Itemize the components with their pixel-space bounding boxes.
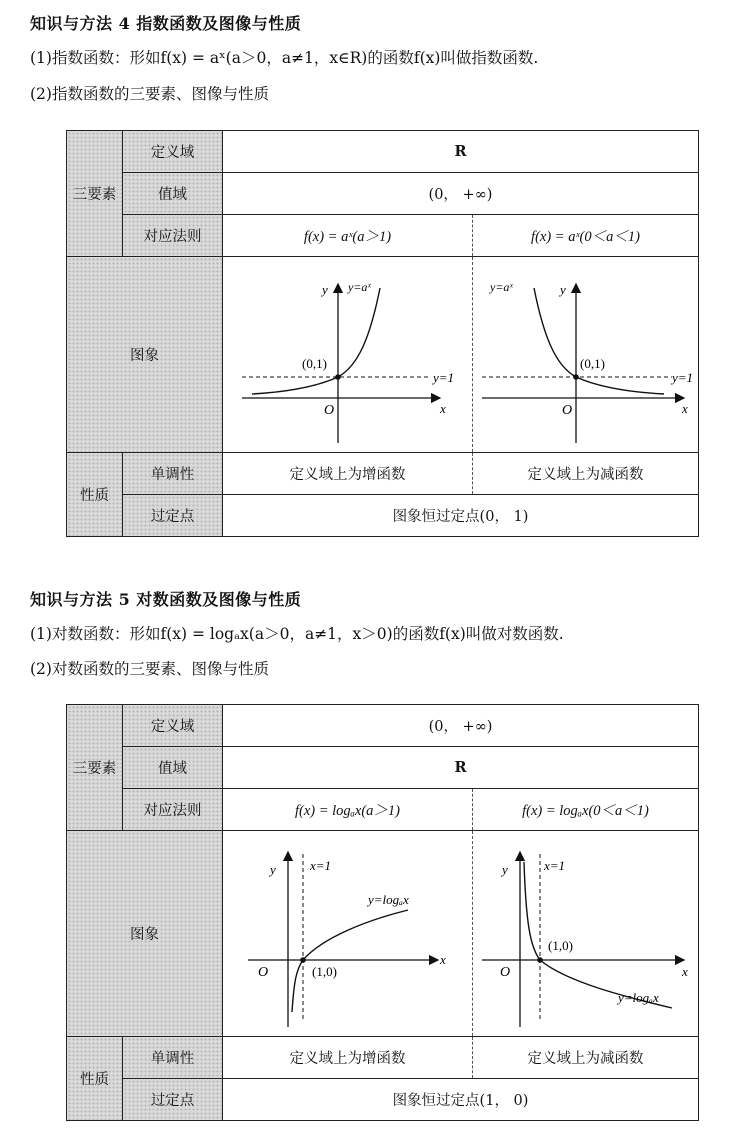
monotonic-b: 定义域上为减函数	[473, 1037, 699, 1079]
graph-log-increasing	[223, 831, 473, 1037]
monotonic-b: 定义域上为减函数	[473, 453, 699, 495]
domain-label: 定义域	[123, 131, 223, 173]
fixed-point	[335, 374, 341, 380]
fixed-point	[300, 957, 306, 963]
graph-exp-decreasing	[473, 257, 699, 453]
logarithm-table	[66, 704, 699, 1121]
fixed-point-value: 图象恒过定点(1， 0)	[223, 1079, 699, 1121]
log-curve	[292, 910, 408, 1012]
y-label: y	[269, 861, 276, 877]
line-label: y=1	[671, 369, 693, 385]
domain-value: R	[223, 131, 699, 173]
exp-decreasing-plot	[476, 258, 696, 448]
fixed-point-value: 图象恒过定点(0， 1)	[223, 495, 699, 537]
range-value: (0， +∞)	[223, 173, 699, 215]
section5-subtitle: (2)对数函数的三要素、图像与性质	[30, 660, 269, 678]
rule-b: f(x) = logₐx(0＜a＜1)	[473, 789, 699, 831]
monotonic-a: 定义域上为增函数	[223, 1037, 473, 1079]
log-curve	[524, 862, 672, 1008]
log-increasing-plot	[228, 832, 468, 1032]
section5-definition: (1)对数函数：形如f(x) = logₐx(a＞0，a≠1，x＞0)的函数f(x)叫做对数函数.	[30, 625, 564, 643]
curve-label: y=logₐx	[367, 891, 409, 907]
group-properties: 性质	[67, 1037, 123, 1121]
curve-label: y=aˣ	[347, 279, 371, 294]
y-label: y	[501, 861, 508, 877]
section4-definition: (1)指数函数：形如f(x) = aˣ(a＞0，a≠1，x∈R)的函数f(x)叫做指数函数.	[30, 49, 539, 67]
section5-title: 知识与方法 5 对数函数及图像与性质	[30, 590, 302, 609]
section4-subtitle: (2)指数函数的三要素、图像与性质	[30, 85, 269, 103]
graph-label: 图象	[67, 257, 223, 453]
range-label: 值域	[123, 173, 223, 215]
rule-label: 对应法则	[123, 789, 223, 831]
domain-value: (0， +∞)	[223, 705, 699, 747]
point-label: (1,0)	[547, 937, 573, 953]
origin-label: O	[499, 964, 510, 980]
line-label: x=1	[543, 857, 565, 873]
section4-title: 知识与方法 4 指数函数及图像与性质	[30, 14, 302, 33]
monotonic-label: 单调性	[123, 453, 223, 495]
point-label: (0,1)	[579, 355, 605, 371]
point-label: (0,1)	[301, 355, 327, 371]
exponential-table	[66, 130, 699, 537]
rule-a: f(x) = logₐx(a＞1)	[223, 789, 473, 831]
exp-increasing-plot	[228, 258, 468, 448]
range-label: 值域	[123, 747, 223, 789]
fixed-point-label: 过定点	[123, 495, 223, 537]
line-label: x=1	[309, 857, 331, 873]
graph-label: 图象	[67, 831, 223, 1037]
fixed-point	[537, 957, 543, 963]
monotonic-a: 定义域上为增函数	[223, 453, 473, 495]
origin-label: O	[257, 964, 268, 980]
y-label: y	[559, 281, 566, 297]
graph-log-decreasing	[473, 831, 699, 1037]
log-decreasing-plot	[476, 832, 696, 1032]
group-three-elements: 三要素	[67, 705, 123, 831]
rule-a: f(x) = aˣ(a＞1)	[223, 215, 473, 257]
domain-label: 定义域	[123, 705, 223, 747]
rule-label: 对应法则	[123, 215, 223, 257]
exp-curve	[252, 288, 380, 394]
rule-b: f(x) = aˣ(0＜a＜1)	[473, 215, 699, 257]
curve-label: y=aˣ	[489, 279, 513, 294]
graph-exp-increasing	[223, 257, 473, 453]
monotonic-label: 单调性	[123, 1037, 223, 1079]
fixed-point	[573, 374, 579, 380]
x-label: x	[439, 951, 446, 967]
range-value: R	[223, 747, 699, 789]
x-label: x	[439, 400, 446, 416]
x-label: x	[681, 400, 688, 416]
point-label: (1,0)	[311, 963, 337, 979]
origin-label: O	[561, 402, 572, 418]
line-label: y=1	[432, 369, 454, 385]
origin-label: O	[323, 402, 334, 418]
y-label: y	[321, 281, 328, 297]
curve-label: y=logₐx	[617, 989, 659, 1005]
group-three-elements: 三要素	[67, 131, 123, 257]
fixed-point-label: 过定点	[123, 1079, 223, 1121]
x-label: x	[681, 963, 688, 979]
exp-curve	[534, 288, 664, 394]
group-properties: 性质	[67, 453, 123, 537]
